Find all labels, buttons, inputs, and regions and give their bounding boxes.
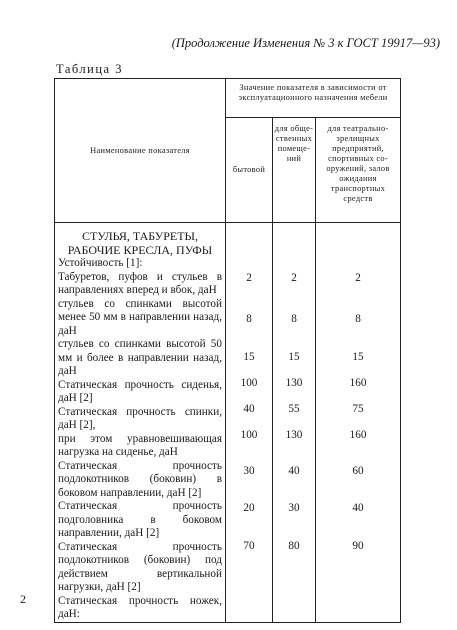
value-cell: 2 <box>246 272 252 284</box>
value-cell: 30 <box>288 502 300 514</box>
value-cell: 55 <box>288 403 300 415</box>
value-cell: 15 <box>243 351 255 363</box>
row-label: Статическая прочность спинки, даН [2], <box>58 405 222 431</box>
section-title: СТУЛЬЯ, ТАБУРЕТЫ, РАБОЧИЕ КРЕСЛА, ПУФЫ <box>67 229 213 257</box>
row-label: стульев со спинками высотой менее 50 мм в направлении назад, даН <box>58 297 222 337</box>
row-label: Статическая прочность подлокотников (боковин) в боковом направлении, даН [2] <box>58 459 222 499</box>
value-cell: 15 <box>352 351 364 363</box>
page-header: (Продолжение Изменения № 3 к ГОСТ 19917—93) <box>171 36 440 50</box>
value-cell: 60 <box>352 465 364 477</box>
column-header-household: бытовой <box>226 118 273 223</box>
value-cell: 20 <box>243 502 255 514</box>
value-cell: 70 <box>243 540 255 552</box>
row-label: при этом уравновешивающая нагрузка на сиденье, даН <box>58 432 222 458</box>
column-header-theatre: для театрально-зрелищных предприятий, спортивных со-оружений, залов ожидания транспортных средств <box>316 118 401 223</box>
table-title: Таблица 3 <box>56 62 123 76</box>
row-label: Табуретов, пуфов и стульев в направлениях вперед и вбок, даН <box>58 270 222 296</box>
row-label: Статическая прочность сиденья, даН [2] <box>58 378 222 404</box>
value-cell: 8 <box>246 313 252 325</box>
row-label: стульев со спинками высотой 50 мм и более в направлении назад, даН <box>58 338 222 377</box>
table-3 <box>54 78 401 623</box>
row-label: Устойчивость [1]: <box>58 257 143 269</box>
column-group-header: Значение показателя в зависимости от эксплуатационного назначения мебели <box>226 79 401 118</box>
value-cell: 130 <box>285 429 303 441</box>
page-number: 2 <box>20 592 26 606</box>
value-cell: 8 <box>355 313 361 325</box>
indicator-names-cell <box>55 223 226 623</box>
value-cell: 75 <box>352 403 364 415</box>
value-cell: 90 <box>352 540 364 552</box>
value-cell: 160 <box>349 377 367 389</box>
value-cell: 100 <box>240 377 258 389</box>
row-label: Статическая прочность подголовника в боковом направлении, даН [2] <box>58 500 222 539</box>
value-cell: 40 <box>243 403 255 415</box>
theatre-values-cell <box>316 223 401 623</box>
row-label: Статическая прочность ножек, даН: <box>58 594 222 620</box>
column-header-public: для обще-ственных помеще-ний <box>273 118 316 223</box>
public-values-cell <box>273 223 316 623</box>
value-cell: 2 <box>291 272 297 284</box>
value-cell: 40 <box>288 465 300 477</box>
value-cell: 2 <box>355 272 361 284</box>
value-cell: 40 <box>352 502 364 514</box>
value-cell: 130 <box>285 377 303 389</box>
value-cell: 160 <box>349 429 367 441</box>
value-cell: 100 <box>240 429 258 441</box>
household-values-cell <box>226 223 273 623</box>
value-cell: 80 <box>288 540 300 552</box>
column-header-name: Наименование показателя <box>55 79 226 223</box>
value-cell: 30 <box>243 465 255 477</box>
row-label: Статическая прочность подлокотников (боковин) под действием вертикальной нагрузки, даН [2] <box>58 540 222 593</box>
value-cell: 15 <box>288 351 300 363</box>
value-cell: 8 <box>291 313 297 325</box>
